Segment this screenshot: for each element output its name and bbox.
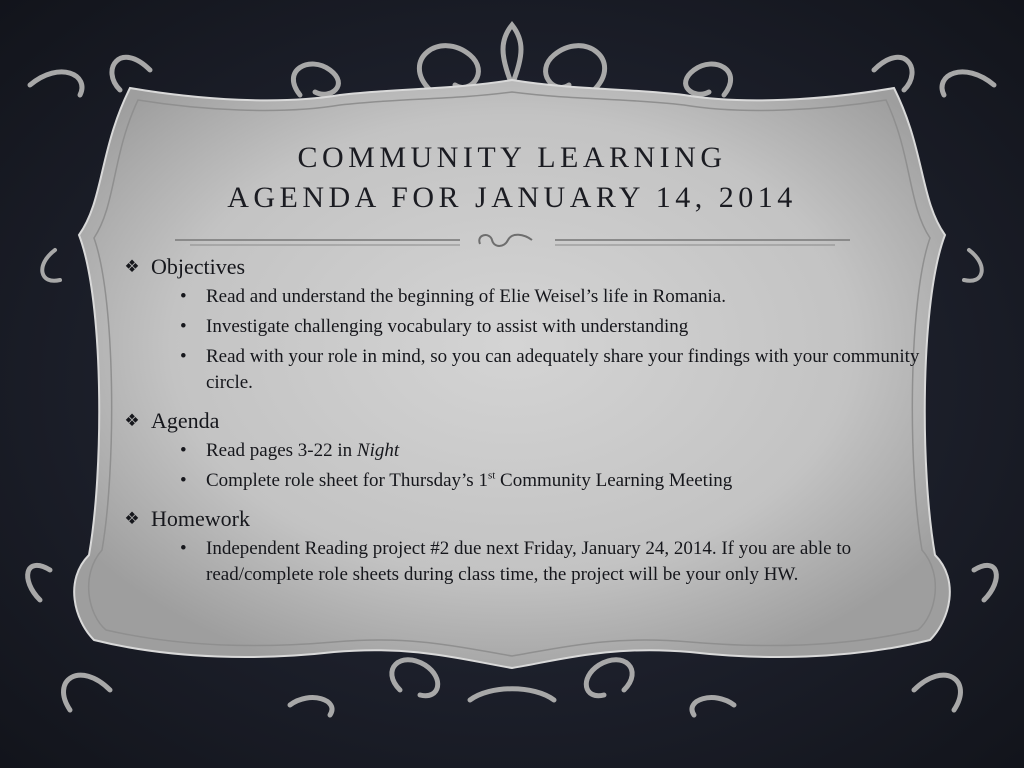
heading-label: Agenda [151,408,220,433]
slide-content [122,252,932,598]
section-objectives [122,252,932,396]
list-item-text: Independent Reading project #2 due next Friday, January 24, 2014. If you are able to read/complete role sheets during class time, the project will be your only HW. [206,538,852,585]
dot-bullet-icon: • [180,316,187,337]
dot-bullet-icon: • [180,440,187,461]
title-line-1: COMMUNITY LEARNING [297,141,727,174]
list-item [122,438,932,464]
list-item-text: Complete role sheet for Thursday’s 1 [206,470,488,491]
list-item [122,284,932,310]
objectives-list [122,284,932,396]
heading-label: Objectives [151,254,246,279]
list-item [122,468,932,494]
ordinal-suffix: st [487,469,496,482]
list-item-text-suffix: Community Learning Meeting [495,470,733,491]
diamond-bullet-icon: ❖ [124,411,140,430]
section-heading [122,504,932,534]
list-item [122,344,932,396]
list-item [122,314,932,340]
heading-label: Homework [151,506,250,531]
homework-list [122,536,932,588]
list-item-text: Investigate challenging vocabulary to assist with understanding [206,316,689,337]
dot-bullet-icon: • [180,346,187,367]
dot-bullet-icon: • [180,470,187,491]
section-heading [122,252,932,282]
section-homework [122,504,932,588]
list-item [122,536,932,588]
section-heading [122,406,932,436]
list-item-text: Read and understand the beginning of Elie Weisel’s life in Romania. [206,286,726,307]
diamond-bullet-icon: ❖ [124,509,140,528]
title-line-2: AGENDA FOR JANUARY 14, 2014 [227,181,797,214]
section-agenda [122,406,932,494]
agenda-list [122,438,932,494]
diamond-bullet-icon: ❖ [124,257,140,276]
dot-bullet-icon: • [180,538,187,559]
list-item-text: Read with your role in mind, so you can adequately share your findings with your community circle. [206,346,920,393]
slide-title [150,138,874,218]
dot-bullet-icon: • [180,286,187,307]
book-title: Night [356,440,400,461]
list-item-text: Read pages 3-22 in [206,440,357,461]
